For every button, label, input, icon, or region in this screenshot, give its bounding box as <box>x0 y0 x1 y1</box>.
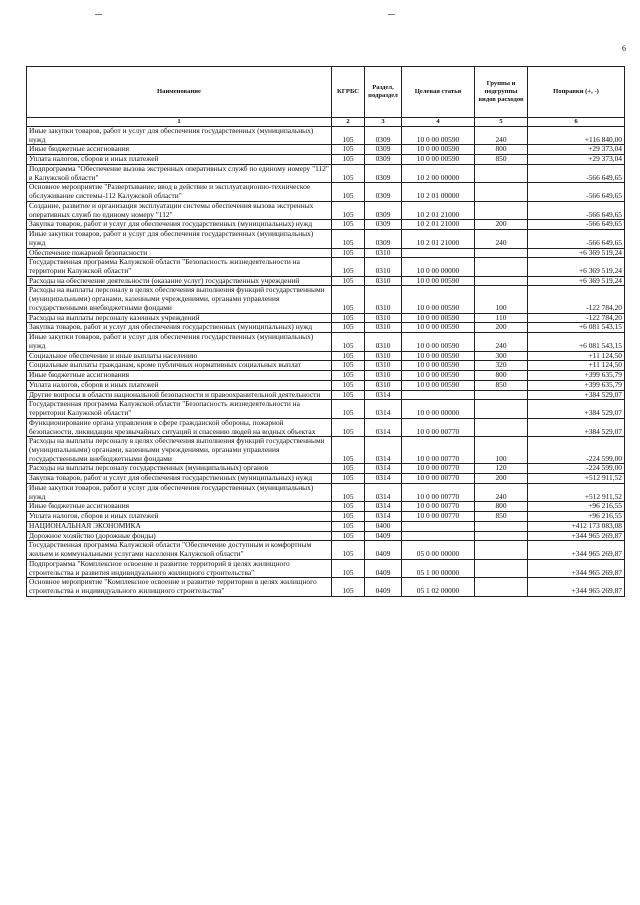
row-section: 0310 <box>365 323 402 333</box>
row-amount: +412 173 083,08 <box>528 521 625 531</box>
column-number: 2 <box>332 118 365 127</box>
row-name: Создание, развитие и организация эксплуатации системы обеспечения вызова экстренных оперативных служб по единому номеру "112" <box>27 201 332 219</box>
row-group: 240 <box>475 127 528 145</box>
row-kgrbs: 105 <box>332 164 365 182</box>
row-article: 10 0 00 00590 <box>402 127 475 145</box>
row-amount: +29 373,04 <box>528 155 625 165</box>
row-amount: +11 124,50 <box>528 361 625 371</box>
row-kgrbs: 105 <box>332 502 365 512</box>
row-kgrbs: 105 <box>332 351 365 361</box>
row-article: 10 0 00 00590 <box>402 323 475 333</box>
row-kgrbs: 105 <box>332 361 365 371</box>
table-row <box>27 127 625 145</box>
row-group: 850 <box>475 512 528 522</box>
row-section: 0314 <box>365 390 402 400</box>
row-kgrbs: 105 <box>332 400 365 418</box>
row-name: Социальные выплаты гражданам, кроме публичных нормативных социальных выплат <box>27 361 332 371</box>
row-article: 10 0 00 00590 <box>402 361 475 371</box>
row-group <box>475 201 528 219</box>
header-name: Наименование <box>27 67 332 118</box>
row-kgrbs: 105 <box>332 220 365 230</box>
row-amount: +6 369 519,24 <box>528 276 625 286</box>
row-article: 10 0 00 00770 <box>402 437 475 464</box>
row-amount: +344 965 269,87 <box>528 541 625 559</box>
row-amount: +6 369 519,24 <box>528 248 625 258</box>
row-amount: +512 911,52 <box>528 474 625 484</box>
row-kgrbs: 105 <box>332 521 365 531</box>
row-name: Иные закупки товаров, работ и услуг для обеспечения государственных (муниципальных) нужд <box>27 333 332 351</box>
row-kgrbs: 105 <box>332 183 365 201</box>
row-name: Основное мероприятие "Развертывание, ввод в действие и эксплуатационно-техническое обслуживание системы-112 Калужской области" <box>27 183 332 201</box>
header-article: Целевая статья <box>402 67 475 118</box>
row-group <box>475 390 528 400</box>
row-kgrbs: 105 <box>332 248 365 258</box>
row-section: 0314 <box>365 502 402 512</box>
table-row <box>27 258 625 276</box>
row-name: Обеспечение пожарной безопасности <box>27 248 332 258</box>
row-article: 10 0 00 00590 <box>402 380 475 390</box>
row-amount: -566 649,65 <box>528 183 625 201</box>
row-article: 10 0 00 00770 <box>402 418 475 436</box>
row-group <box>475 258 528 276</box>
row-group <box>475 559 528 577</box>
row-group: 320 <box>475 361 528 371</box>
row-section: 0314 <box>365 400 402 418</box>
row-section: 0310 <box>365 371 402 381</box>
row-group: 850 <box>475 380 528 390</box>
column-number: 5 <box>475 118 528 127</box>
table-row <box>27 578 625 596</box>
row-name: Государственная программа Калужской области "Обеспечение доступным и комфортным жильем и коммунальными услугами населения Калужской области" <box>27 541 332 559</box>
row-section: 0309 <box>365 230 402 248</box>
row-kgrbs: 105 <box>332 474 365 484</box>
row-group <box>475 248 528 258</box>
row-article: 10 2 01 00000 <box>402 183 475 201</box>
row-amount: +96 216,55 <box>528 512 625 522</box>
table-row <box>27 371 625 381</box>
row-kgrbs: 105 <box>332 145 365 155</box>
table-row <box>27 437 625 464</box>
scan-mark-left <box>95 14 102 15</box>
row-section: 0309 <box>365 164 402 182</box>
row-article <box>402 531 475 541</box>
table-row <box>27 230 625 248</box>
row-section: 0314 <box>365 483 402 501</box>
row-kgrbs: 105 <box>332 559 365 577</box>
row-name: Подпрограмма "Комплексное освоение и развитие территорий в целях жилищного строительства и развития индивидуального жилищного строительства" <box>27 559 332 577</box>
table-row <box>27 286 625 313</box>
row-amount: +29 373,04 <box>528 145 625 155</box>
row-amount: +344 965 269,87 <box>528 578 625 596</box>
table-row <box>27 400 625 418</box>
row-section: 0400 <box>365 521 402 531</box>
row-article: 05 1 00 00000 <box>402 559 475 577</box>
row-article: 10 2 01 21000 <box>402 220 475 230</box>
table-row <box>27 333 625 351</box>
row-group: 110 <box>475 313 528 323</box>
row-article: 10 0 00 00770 <box>402 512 475 522</box>
row-group <box>475 183 528 201</box>
row-amount: +384 529,07 <box>528 400 625 418</box>
row-amount: +399 635,79 <box>528 371 625 381</box>
row-group <box>475 521 528 531</box>
row-article: 10 0 00 00590 <box>402 286 475 313</box>
row-amount: -122 784,20 <box>528 286 625 313</box>
table-body <box>27 127 625 597</box>
row-kgrbs: 105 <box>332 464 365 474</box>
table-row <box>27 559 625 577</box>
row-section: 0309 <box>365 145 402 155</box>
row-name: Уплата налогов, сборов и иных платежей <box>27 380 332 390</box>
row-name: Расходы на выплаты персоналу в целях обеспечения выполнения функций государственными (муниципальными) органами, казенными учреждениями, органами управления государственными внебюджетными фондами <box>27 286 332 313</box>
row-name: Подпрограмма "Обеспечение вызова экстренных оперативных служб по единому номеру "112" в Калужской области" <box>27 164 332 182</box>
row-article: 10 0 00 00590 <box>402 333 475 351</box>
row-group: 200 <box>475 323 528 333</box>
row-group <box>475 164 528 182</box>
row-name: Функционирование органа управления в сфере гражданской обороны, пожарной безопасности, ликвидации чрезвычайных ситуаций и спасению людей на водных объектах <box>27 418 332 436</box>
header-group: Группы и подгруппы видов расходов <box>475 67 528 118</box>
table-row <box>27 155 625 165</box>
table-row <box>27 183 625 201</box>
row-section: 0409 <box>365 578 402 596</box>
row-article <box>402 248 475 258</box>
row-amount: -224 599,00 <box>528 437 625 464</box>
row-name: Закупка товаров, работ и услуг для обеспечения государственных (муниципальных) нужд <box>27 323 332 333</box>
row-amount: +512 911,52 <box>528 483 625 501</box>
row-name: Иные закупки товаров, работ и услуг для обеспечения государственных (муниципальных) нужд <box>27 230 332 248</box>
header-kgrbs: КГРБС <box>332 67 365 118</box>
row-article: 10 2 01 21000 <box>402 230 475 248</box>
row-kgrbs: 105 <box>332 276 365 286</box>
row-name: Другие вопросы в области национальной безопасности и правоохранительной деятельности <box>27 390 332 400</box>
row-name: Дорожное хозяйство (дорожные фонды) <box>27 531 332 541</box>
row-group <box>475 531 528 541</box>
scan-mark-right <box>388 14 395 15</box>
row-section: 0310 <box>365 248 402 258</box>
row-group: 100 <box>475 437 528 464</box>
row-amount: +399 635,79 <box>528 380 625 390</box>
row-amount: -566 649,65 <box>528 220 625 230</box>
row-kgrbs: 105 <box>332 541 365 559</box>
row-name: Иные бюджетные ассигнования <box>27 145 332 155</box>
row-article: 10 0 00 00590 <box>402 155 475 165</box>
row-kgrbs: 105 <box>332 286 365 313</box>
row-section: 0309 <box>365 127 402 145</box>
row-kgrbs: 105 <box>332 437 365 464</box>
table-row <box>27 521 625 531</box>
row-section: 0409 <box>365 541 402 559</box>
row-amount: +344 965 269,87 <box>528 531 625 541</box>
row-article: 10 0 00 00000 <box>402 400 475 418</box>
row-section: 0310 <box>365 313 402 323</box>
row-group: 800 <box>475 145 528 155</box>
row-article: 10 0 00 00590 <box>402 313 475 323</box>
row-article: 10 2 01 21000 <box>402 201 475 219</box>
column-number: 6 <box>528 118 625 127</box>
row-amount: -566 649,65 <box>528 201 625 219</box>
row-name: Уплата налогов, сборов и иных платежей <box>27 512 332 522</box>
row-name: Закупка товаров, работ и услуг для обеспечения государственных (муниципальных) нужд <box>27 474 332 484</box>
column-number: 3 <box>365 118 402 127</box>
row-kgrbs: 105 <box>332 418 365 436</box>
row-kgrbs: 105 <box>332 512 365 522</box>
row-amount: +384 529,07 <box>528 390 625 400</box>
row-amount: -224 599,00 <box>528 464 625 474</box>
row-section: 0409 <box>365 559 402 577</box>
row-section: 0310 <box>365 380 402 390</box>
row-group: 100 <box>475 286 528 313</box>
row-section: 0409 <box>365 531 402 541</box>
row-name: Расходы на обеспечение деятельности (оказание услуг) государственных учреждений <box>27 276 332 286</box>
row-group <box>475 400 528 418</box>
row-amount: -566 649,65 <box>528 164 625 182</box>
row-group <box>475 418 528 436</box>
row-article: 10 0 00 00590 <box>402 371 475 381</box>
row-amount: +116 840,00 <box>528 127 625 145</box>
row-section: 0314 <box>365 512 402 522</box>
row-amount: +6 081 543,15 <box>528 323 625 333</box>
row-group: 200 <box>475 474 528 484</box>
row-section: 0314 <box>365 437 402 464</box>
header-amount: Поправки (+, -) <box>528 67 625 118</box>
row-kgrbs: 105 <box>332 483 365 501</box>
row-article <box>402 390 475 400</box>
row-kgrbs: 105 <box>332 371 365 381</box>
row-section: 0310 <box>365 351 402 361</box>
row-amount: +384 529,07 <box>528 418 625 436</box>
row-amount: -566 649,65 <box>528 230 625 248</box>
table-row <box>27 474 625 484</box>
row-article: 10 0 00 00590 <box>402 145 475 155</box>
row-name: Иные бюджетные ассигнования <box>27 371 332 381</box>
row-amount: +6 369 519,24 <box>528 258 625 276</box>
row-group: 800 <box>475 371 528 381</box>
row-group: 240 <box>475 230 528 248</box>
row-section: 0310 <box>365 333 402 351</box>
row-kgrbs: 105 <box>332 380 365 390</box>
row-kgrbs: 105 <box>332 578 365 596</box>
row-kgrbs: 105 <box>332 201 365 219</box>
row-section: 0314 <box>365 474 402 484</box>
row-article: 10 0 00 00590 <box>402 351 475 361</box>
row-group <box>475 578 528 596</box>
row-name: Иные закупки товаров, работ и услуг для обеспечения государственных (муниципальных) нужд <box>27 483 332 501</box>
row-article: 10 0 00 00590 <box>402 276 475 286</box>
row-group <box>475 541 528 559</box>
row-kgrbs: 105 <box>332 390 365 400</box>
column-number: 4 <box>402 118 475 127</box>
row-kgrbs: 105 <box>332 333 365 351</box>
row-name: Расходы на выплаты персоналу в целях обеспечения выполнения функций государственными (муниципальными) органами, казенными учреждениями, органами управления государственными внебюджетными фондами <box>27 437 332 464</box>
row-article: 05 1 02 00000 <box>402 578 475 596</box>
row-kgrbs: 105 <box>332 155 365 165</box>
row-section: 0310 <box>365 286 402 313</box>
row-section: 0309 <box>365 220 402 230</box>
header-section: Раздел, подраздел <box>365 67 402 118</box>
row-name: Государственная программа Калужской области "Безопасность жизнедеятельности на территории Калужской области" <box>27 258 332 276</box>
row-name: Уплата налогов, сборов и иных платежей <box>27 155 332 165</box>
row-section: 0310 <box>365 361 402 371</box>
row-article: 10 0 00 00770 <box>402 474 475 484</box>
table-header-row <box>27 67 625 118</box>
row-article: 10 0 00 00770 <box>402 502 475 512</box>
row-name: Расходы на выплаты персоналу государственных (муниципальных) органов <box>27 464 332 474</box>
row-group: 240 <box>475 333 528 351</box>
budget-amendments-table <box>26 66 625 597</box>
row-group: 850 <box>475 155 528 165</box>
row-article: 10 2 00 00000 <box>402 164 475 182</box>
table-row <box>27 541 625 559</box>
row-amount: +344 965 269,87 <box>528 559 625 577</box>
row-amount: +11 124,50 <box>528 351 625 361</box>
row-article: 05 0 00 00000 <box>402 541 475 559</box>
row-group: 120 <box>475 464 528 474</box>
row-amount: +6 081 543,15 <box>528 333 625 351</box>
row-kgrbs: 105 <box>332 531 365 541</box>
row-group: 240 <box>475 483 528 501</box>
row-kgrbs: 105 <box>332 313 365 323</box>
row-section: 0310 <box>365 276 402 286</box>
table-row <box>27 164 625 182</box>
row-amount: +96 216,55 <box>528 502 625 512</box>
row-article: 10 0 00 00770 <box>402 483 475 501</box>
row-name: Иные закупки товаров, работ и услуг для обеспечения государственных (муниципальных) нужд <box>27 127 332 145</box>
row-kgrbs: 105 <box>332 230 365 248</box>
row-name: Закупка товаров, работ и услуг для обеспечения государственных (муниципальных) нужд <box>27 220 332 230</box>
row-group: 200 <box>475 220 528 230</box>
row-section: 0309 <box>365 183 402 201</box>
row-article <box>402 521 475 531</box>
row-group: 300 <box>475 351 528 361</box>
row-group <box>475 276 528 286</box>
table-row <box>27 380 625 390</box>
page-number: 6 <box>622 44 626 53</box>
table-row <box>27 512 625 522</box>
row-section: 0314 <box>365 418 402 436</box>
row-name: Основное мероприятие "Комплексное освоение и развитие территории в целях жилищного строительства и индивидуального жилищного строительства" <box>27 578 332 596</box>
column-number: 1 <box>27 118 332 127</box>
row-kgrbs: 105 <box>332 127 365 145</box>
row-section: 0310 <box>365 258 402 276</box>
row-name: Социальное обеспечение и иные выплаты населению <box>27 351 332 361</box>
table-row <box>27 201 625 219</box>
row-group: 800 <box>475 502 528 512</box>
row-article: 10 0 00 00770 <box>402 464 475 474</box>
row-section: 0309 <box>365 155 402 165</box>
table-row <box>27 418 625 436</box>
row-name: НАЦИОНАЛЬНАЯ ЭКОНОМИКА <box>27 521 332 531</box>
row-name: Расходы на выплаты персоналу казенных учреждений <box>27 313 332 323</box>
row-name: Иные бюджетные ассигнования <box>27 502 332 512</box>
table-row <box>27 483 625 501</box>
row-name: Государственная программа Калужской области "Безопасность жизнедеятельности на территории Калужской области" <box>27 400 332 418</box>
row-kgrbs: 105 <box>332 323 365 333</box>
row-section: 0309 <box>365 201 402 219</box>
row-section: 0314 <box>365 464 402 474</box>
row-amount: -122 784,20 <box>528 313 625 323</box>
row-kgrbs: 105 <box>332 258 365 276</box>
row-article: 10 0 00 00000 <box>402 258 475 276</box>
